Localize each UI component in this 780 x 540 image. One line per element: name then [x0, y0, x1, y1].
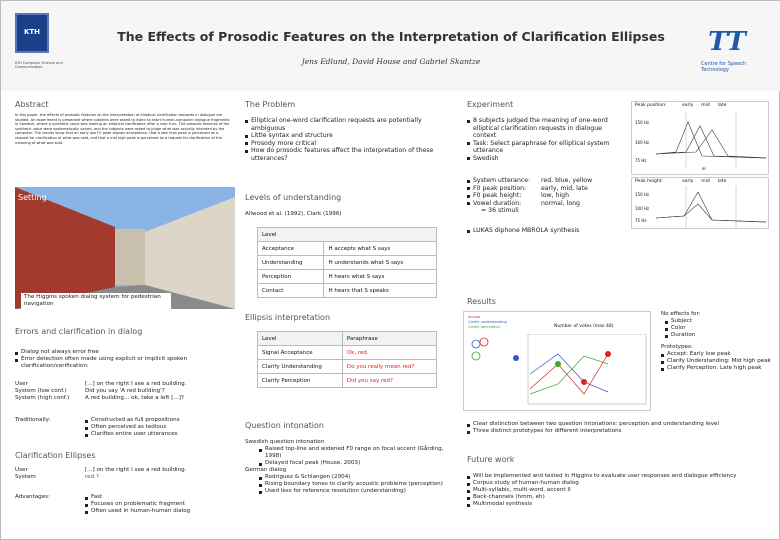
- param-values: red, blue, yellow: [541, 177, 593, 184]
- param-values: normal, long: [541, 199, 580, 207]
- header: [1, 1, 780, 91]
- synth-note: [467, 227, 627, 235]
- setting-image: [15, 187, 235, 309]
- traditionally-list: [85, 417, 235, 438]
- col-label: early: [682, 103, 694, 108]
- results-plot: [468, 334, 648, 410]
- list-item: Used less for reference resolution (understanding): [259, 488, 445, 495]
- utterance: red ?: [85, 474, 99, 480]
- table-header: Level: [258, 228, 437, 242]
- table-cell: Did you say red?: [342, 374, 436, 388]
- list-item: How do prosodic features affect the interpretation of these utterances?: [245, 147, 451, 162]
- param-values: early, mid, late: [541, 184, 588, 192]
- traditionally-label: Traditionally:: [15, 417, 51, 423]
- levels-citation: Allwood et al. (1992), Clark (1996): [245, 211, 342, 217]
- advantages-list: [85, 494, 235, 515]
- hz-label: 150 Hz: [635, 120, 650, 125]
- tt-caption: Centre for Speech Technology: [701, 61, 747, 73]
- list-item: Accept: Early low peak: [661, 351, 771, 358]
- kth-logo: KTH: [15, 13, 49, 53]
- ellipses-heading: Clarification Ellipses: [15, 451, 96, 460]
- peak-height-figure: [631, 177, 769, 229]
- peak-position-curves: [656, 112, 766, 168]
- list-item: Clarify Perception: Late high peak: [661, 365, 771, 372]
- list-item: Little syntax and structure: [245, 132, 451, 140]
- experiment-params: [467, 177, 627, 215]
- table-cell: H hears that S speaks: [324, 284, 437, 298]
- list-item: Back-channels (hmm, eh): [467, 494, 767, 501]
- list-item: Fast: [85, 494, 235, 501]
- list-item: Prosody more critical: [245, 140, 451, 148]
- ellipses-dialog: [15, 467, 235, 481]
- table-cell: Perception: [258, 270, 324, 284]
- advantages-label: Advantages:: [15, 494, 50, 500]
- hz-label: 150 Hz: [635, 192, 650, 197]
- list-item: Raised top-line and widened F0 range on focal accent (Gårding, 1998): [259, 446, 445, 460]
- future-heading: Future work: [467, 455, 515, 464]
- errors-bullets: [15, 349, 235, 370]
- table-header: Level: [258, 332, 343, 346]
- hz-label: 75 Hz: [635, 158, 647, 163]
- list-item: Rising boundary tones to clarify acoustic problems (perception): [259, 481, 445, 488]
- proto-label: Prototypes:: [661, 344, 693, 350]
- col-label: mid: [701, 103, 710, 108]
- list-item: Often perceived as tedious: [85, 424, 235, 431]
- list-item: LUKAS diphone MBROLA synthesis: [467, 227, 627, 235]
- list-item: Multi-syllabic, multi-word, accent II: [467, 487, 767, 494]
- list-item: Delayed focal peak (House, 2003): [259, 460, 445, 467]
- table-cell: Do you really mean red?: [342, 360, 436, 374]
- chart-legend: [468, 315, 507, 330]
- utterance: [...] on the right I see a red building.: [85, 467, 187, 473]
- list-item: Focuses on problematic fragment: [85, 501, 235, 508]
- param-name: F0 peak height:: [473, 192, 522, 200]
- table-cell: H accepts what S says: [324, 242, 437, 256]
- results-heading: Results: [467, 297, 496, 306]
- list-item: Duration: [665, 332, 771, 339]
- table-cell: Understanding: [258, 256, 324, 270]
- table-cell: Contact: [258, 284, 324, 298]
- speaker: System: [15, 474, 36, 480]
- list-item: Constructed as full propositions: [85, 417, 235, 424]
- results-notes: [661, 311, 771, 372]
- list-item: Task: Select paraphrase for elliptical system utterance: [467, 140, 627, 155]
- list-item: Will be implemented and tested in Higgins to evaluate user responses and dialogue efficiency: [467, 473, 767, 480]
- errors-dialog: [15, 381, 245, 402]
- table-cell: Acceptance: [258, 242, 324, 256]
- col-label: early: [682, 179, 694, 184]
- col-label: late: [717, 103, 727, 108]
- list-item: Elliptical one-word clarification requests are potentially ambiguous: [245, 117, 451, 132]
- list-item: Clarify Understanding: Mid high peak: [661, 358, 771, 365]
- utterance: Did you say 'A red building'?: [85, 388, 165, 394]
- levels-table: [257, 227, 437, 298]
- poster-title: The Effects of Prosodic Features on the Interpretation of Clarification Ellipses: [117, 29, 665, 44]
- abstract-heading: Abstract: [15, 100, 49, 109]
- table-cell: H understands what S says: [324, 256, 437, 270]
- question-body: [245, 439, 445, 495]
- list-item: Color: [665, 325, 771, 332]
- table-cell: Clarify Understanding: [258, 360, 343, 374]
- list-item: Swedish: [467, 155, 627, 163]
- hz-label: 100 Hz: [635, 140, 650, 145]
- question-intro: Swedish question intonation: [245, 439, 325, 445]
- abstract-text: In this paper, the effects of prosodic features on the interpretation of elliptical clarification requests in dialogue are studied. An experiment is presented where subjects were asked to listen to short human-computer dialogue fragments in Swedish, where a synthetic voice was making an elliptical clarification after a user turn. The prosodic features of the synthetic voice were systematically varied, and the subjects were asked to judge what was actually intended by the computer. The results show that an early low F0 peak signals acceptance, that a late high peak is perceived as a request for clarification of what was said, and that a mid high peak is perceived as a request for clarification of the meaning of what was said.: [15, 113, 230, 145]
- peak-position-figure: [631, 101, 769, 175]
- legend-item: Accept: [468, 315, 481, 319]
- list-item: Often used in human-human dialog: [85, 508, 235, 515]
- col-label: mid: [701, 179, 710, 184]
- col-label: late: [717, 179, 727, 184]
- kth-caption: KTH Computer Science and Communication: [15, 61, 63, 69]
- effects-label: No effects for:: [661, 311, 701, 317]
- param-name: System utterance:: [473, 177, 531, 184]
- table-cell: Ok, red.: [342, 346, 436, 360]
- speaker: User: [15, 467, 28, 473]
- list-item: Error detection often made using explicit or implicit spoken clarification/verification:: [15, 356, 235, 370]
- table-cell: Signal Acceptance: [258, 346, 343, 360]
- german-label: German dialog: [245, 467, 287, 473]
- legend-item: Clarify perception: [468, 325, 500, 329]
- chart-title: Number of votes (max 48): [554, 324, 614, 329]
- utterance: [...] on the right I see a red building.: [85, 381, 187, 387]
- experiment-list: [467, 117, 627, 163]
- list-item: Multimodal synthesis: [467, 501, 767, 508]
- list-item: Clarifies entire user utterances: [85, 431, 235, 438]
- problem-heading: The Problem: [245, 100, 296, 109]
- list-item: Three distinct prototypes for different interpretations: [467, 428, 767, 435]
- list-item: 8 subjects judged the meaning of one-word elliptical clarification requests in dialogue context: [467, 117, 627, 140]
- results-chart: [463, 311, 651, 411]
- experiment-heading: Experiment: [467, 100, 514, 109]
- ellipsis-interp-heading: Ellipsis interpretation: [245, 313, 331, 322]
- problem-list: [245, 117, 451, 163]
- figure-label: Peak height:: [635, 179, 663, 184]
- ellipsis-interp-table: [257, 331, 437, 388]
- list-item: Clear distinction between two question intonations: perception and understanding level: [467, 421, 767, 428]
- figure-cols: [682, 179, 726, 184]
- param-name: F0 peak position:: [473, 184, 527, 192]
- list-item: Subject: [665, 318, 771, 325]
- future-list: [467, 473, 767, 508]
- levels-heading: Levels of understanding: [245, 193, 342, 202]
- errors-heading: Errors and clarification in dialog: [15, 327, 143, 336]
- hz-label: 100 Hz: [635, 206, 650, 211]
- setting-heading: Setting: [18, 193, 47, 202]
- poster-authors: Jens Edlund, David House and Gabriel Skantze: [301, 57, 481, 66]
- legend-item: Clarify understanding: [468, 320, 507, 324]
- tt-logo: TT: [708, 27, 746, 57]
- table-cell: Clarify Perception: [258, 374, 343, 388]
- hz-label: 75 Hz: [635, 218, 647, 223]
- findings-list: [467, 421, 767, 435]
- setting-caption: The Higgins spoken dialog system for pedestrian navigation: [21, 293, 171, 309]
- question-heading: Question intonation: [245, 421, 324, 430]
- list-item: Rodriguez & Schlangen (2004): [259, 474, 445, 481]
- table-header: Paraphrase: [342, 332, 436, 346]
- figure-label: Peak position:: [635, 103, 667, 108]
- speaker: User: [15, 381, 28, 387]
- vowel-note: = 36 stimuli: [481, 207, 519, 215]
- figure-cols: [682, 103, 726, 108]
- table-cell: H hears what S says: [324, 270, 437, 284]
- utterance: A red building... ok, take a left [...]?: [85, 395, 184, 401]
- list-item: Dialog not always error free: [15, 349, 235, 356]
- param-values: low, high: [541, 192, 569, 200]
- speaker: System (high conf.): [15, 395, 70, 401]
- peak-height-curves: [656, 186, 766, 228]
- speaker: System (low conf.): [15, 388, 67, 394]
- list-item: Corpus study of human-human dialog: [467, 480, 767, 487]
- param-name: Vowel duration:: [473, 199, 522, 207]
- vowel-label: el: [702, 166, 706, 171]
